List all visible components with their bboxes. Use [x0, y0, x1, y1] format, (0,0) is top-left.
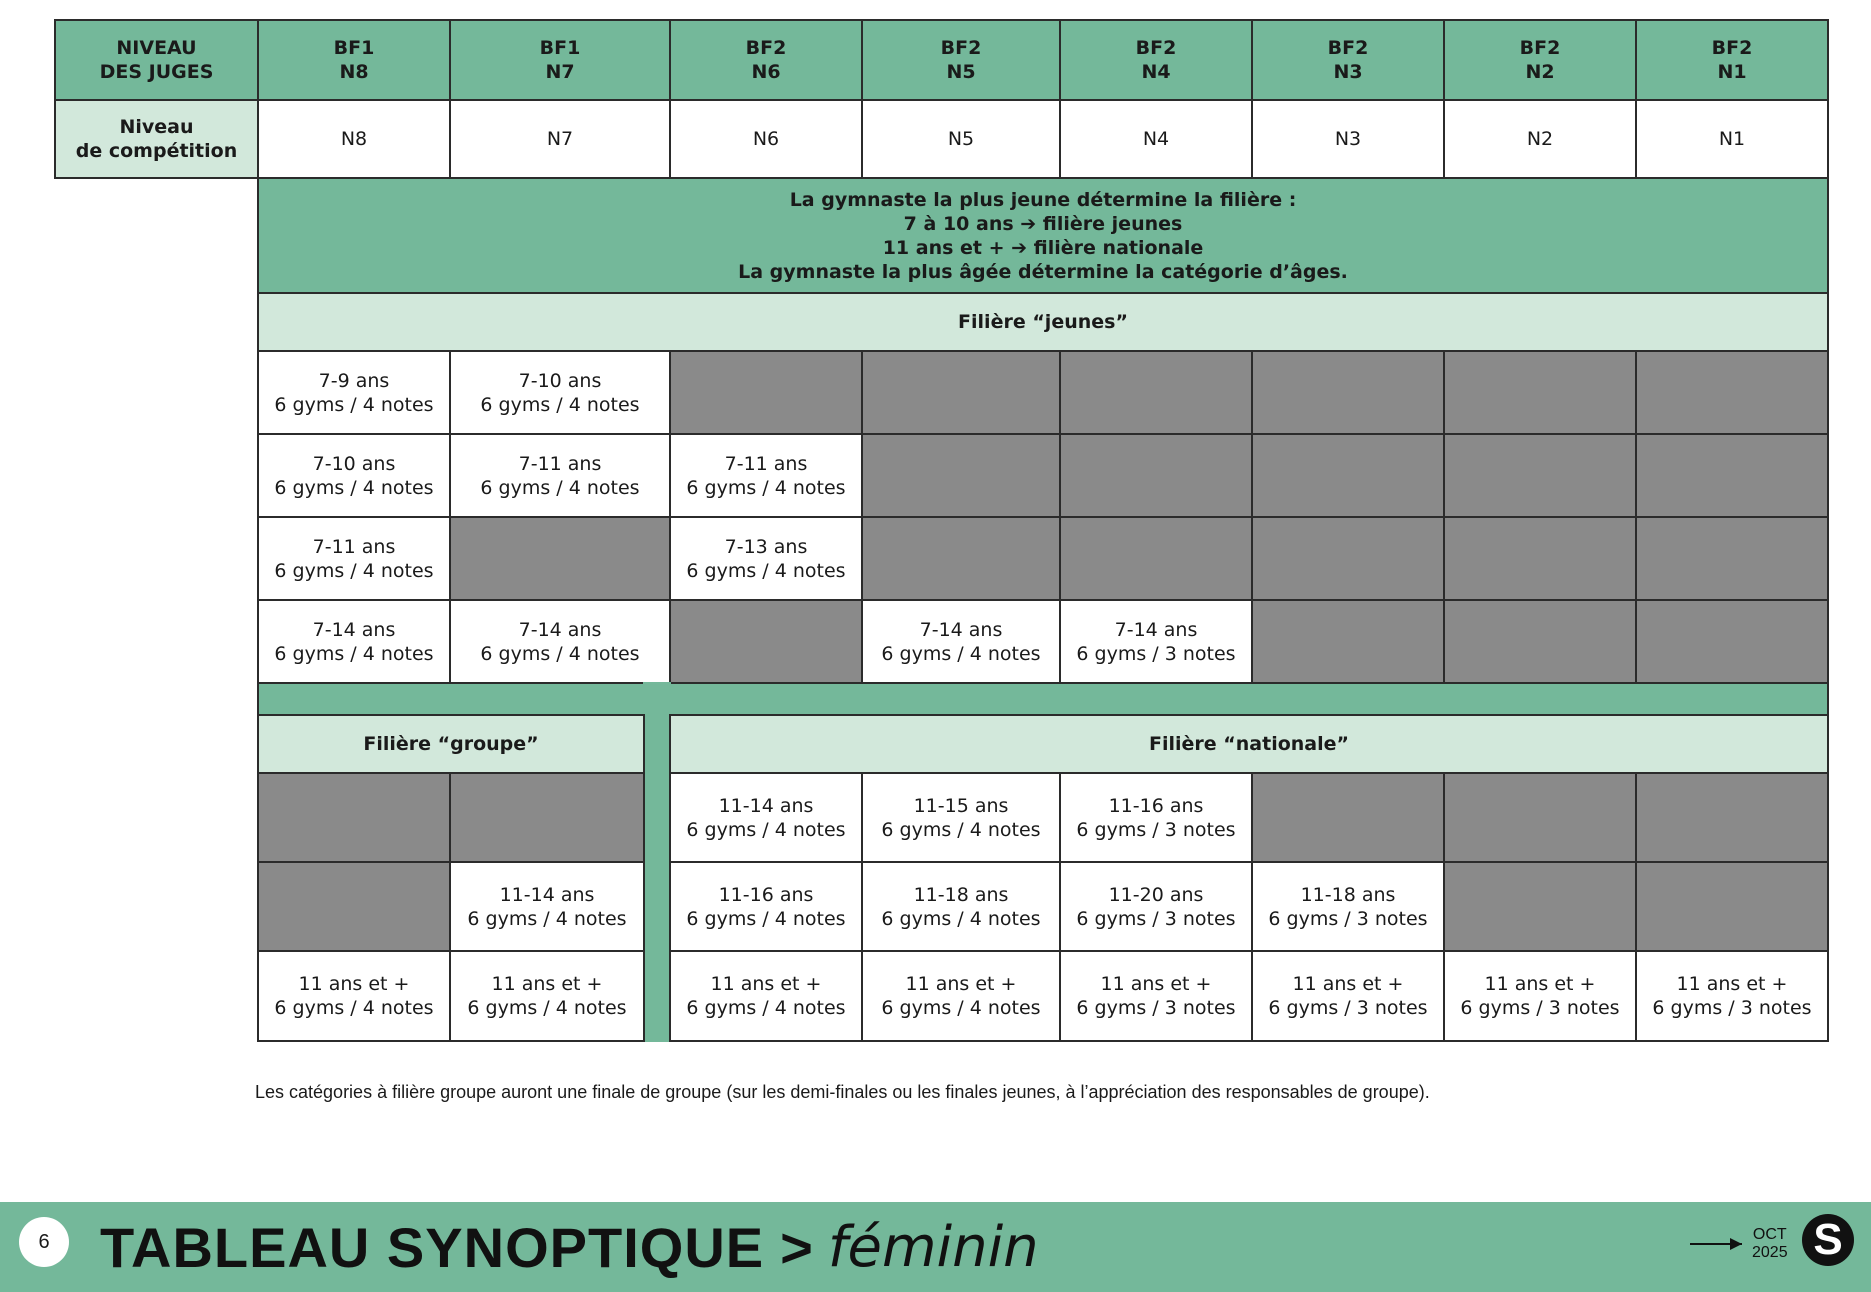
category-cell [669, 950, 863, 1042]
cell-line: 11-15 ans [913, 794, 1009, 817]
cell-line: 7-14 ans [1114, 618, 1198, 641]
cell-line: N3 [1334, 128, 1362, 150]
empty-cell [1251, 350, 1445, 435]
cell-line: 6 gyms / 4 notes [274, 559, 434, 582]
cell-line: N7 [546, 128, 574, 150]
cell-line: 6 gyms / 4 notes [480, 393, 640, 416]
cell-line: 6 gyms / 3 notes [1460, 997, 1620, 1019]
section-title: Filière “jeunes” [958, 311, 1128, 333]
cell-line: BF2 [1711, 37, 1753, 59]
cell-line: 6 gyms / 4 notes [686, 997, 846, 1019]
cell-line: 11-18 ans [1300, 883, 1396, 906]
cell-line: 11-14 ans [499, 883, 595, 906]
category-cell [257, 433, 451, 518]
cell-line: N2 [1525, 61, 1555, 83]
cell-line: 7-13 ans [724, 535, 808, 558]
cell-line: 11 ans et + [491, 973, 603, 995]
category-cell [257, 516, 451, 601]
competition-level [1251, 99, 1445, 179]
category-cell [449, 599, 671, 684]
edition-date [1752, 1226, 1788, 1262]
category-cell [1251, 861, 1445, 952]
cell-line: 7-14 ans [518, 618, 602, 641]
empty-cell [257, 772, 451, 863]
category-cell [257, 350, 451, 435]
cell-line: 6 gyms / 4 notes [480, 476, 640, 499]
cell-line: 11 ans et + ➔ filière nationale [882, 236, 1204, 259]
cell-line: 6 gyms / 4 notes [274, 642, 434, 665]
cell-line: N4 [1142, 128, 1170, 150]
cell-line: N5 [947, 128, 975, 150]
edition-year: 2025 [1752, 1244, 1788, 1261]
cell-line: 11 ans et + [298, 973, 410, 995]
category-cell [1251, 950, 1445, 1042]
category-cell [1059, 861, 1253, 952]
cell-line: N6 [751, 61, 781, 83]
cell-line: 7-9 ans [318, 369, 390, 392]
cell-line: 6 gyms / 4 notes [480, 642, 640, 665]
empty-cell [1059, 350, 1253, 435]
cell-line: 6 gyms / 3 notes [1268, 907, 1428, 930]
competition-level [1059, 99, 1253, 179]
cell-line: N2 [1526, 128, 1554, 150]
empty-cell [1443, 861, 1637, 952]
cell-line: 11-14 ans [718, 794, 814, 817]
section-title: Filière “nationale” [1149, 733, 1349, 755]
empty-cell [669, 350, 863, 435]
category-cell [257, 599, 451, 684]
competition-level-label [54, 99, 259, 179]
category-cell [1443, 950, 1637, 1042]
cell-line: N1 [1718, 128, 1746, 150]
cell-line: 6 gyms / 4 notes [467, 907, 627, 930]
cell-line: 6 gyms / 4 notes [881, 818, 1041, 841]
category-cell [449, 350, 671, 435]
empty-cell [1635, 350, 1829, 435]
cell-line: 6 gyms / 4 notes [686, 907, 846, 930]
empty-cell [1635, 861, 1829, 952]
empty-cell [669, 599, 863, 684]
competition-level [669, 99, 863, 179]
cell-line: N6 [752, 128, 780, 150]
brand-logo-icon: S [1802, 1214, 1854, 1266]
cell-line: 11 ans et + [1100, 973, 1212, 995]
cell-line: BF2 [1519, 37, 1561, 59]
cell-line: 6 gyms / 4 notes [881, 642, 1041, 665]
cell-line: 7-11 ans [312, 535, 396, 558]
empty-cell [1251, 433, 1445, 518]
cell-line: 6 gyms / 4 notes [274, 393, 434, 416]
empty-cell [861, 516, 1061, 601]
cell-line: BF2 [1327, 37, 1369, 59]
cell-line: 7-10 ans [312, 452, 396, 475]
cell-line: DES JUGES [99, 61, 214, 83]
empty-cell [1443, 772, 1637, 863]
cell-line: 11 ans et + [1292, 973, 1404, 995]
cell-line: 11-20 ans [1108, 883, 1204, 906]
cell-line: N8 [339, 61, 369, 83]
category-cell [449, 861, 645, 952]
empty-cell [861, 350, 1061, 435]
section-separator [257, 682, 1829, 716]
category-cell [449, 433, 671, 518]
cell-line: BF2 [1135, 37, 1177, 59]
cell-line: 6 gyms / 4 notes [274, 476, 434, 499]
category-cell [861, 772, 1061, 863]
empty-cell [1635, 599, 1829, 684]
cell-line: 6 gyms / 4 notes [881, 997, 1041, 1019]
category-cell [669, 433, 863, 518]
header-column [1443, 19, 1637, 101]
header-column [1635, 19, 1829, 101]
category-cell [861, 950, 1061, 1042]
section-title: Filière “groupe” [363, 733, 539, 755]
competition-level [449, 99, 671, 179]
cell-line: NIVEAU [116, 37, 197, 59]
cell-line: 7-10 ans [518, 369, 602, 392]
header-column [449, 19, 671, 101]
category-cell [669, 861, 863, 952]
cell-line: 7-14 ans [919, 618, 1003, 641]
section-gap [643, 682, 671, 1042]
empty-cell [1443, 433, 1637, 518]
cell-line: 7-14 ans [312, 618, 396, 641]
cell-line: 7 à 10 ans ➔ filière jeunes [903, 212, 1183, 235]
empty-cell [1251, 516, 1445, 601]
groupe-title [257, 714, 645, 774]
empty-cell [449, 772, 645, 863]
cell-line: Niveau [119, 116, 194, 138]
empty-cell [1251, 772, 1445, 863]
empty-cell [449, 516, 671, 601]
cell-line: N1 [1717, 61, 1747, 83]
cell-line: 6 gyms / 4 notes [686, 476, 846, 499]
empty-cell [1443, 350, 1637, 435]
competition-level [257, 99, 451, 179]
footnote: Les catégories à filière groupe auront une finale de groupe (sur les demi-finales ou les finales jeunes, à l’appréciation des responsables de groupe). [255, 1082, 1430, 1102]
cell-line: N5 [946, 61, 976, 83]
competition-level [1443, 99, 1637, 179]
cell-line: 11-16 ans [1108, 794, 1204, 817]
category-cell [669, 772, 863, 863]
header-column [861, 19, 1061, 101]
category-cell [1635, 950, 1829, 1042]
header-column [1251, 19, 1445, 101]
cell-line: N3 [1333, 61, 1363, 83]
cell-line: 6 gyms / 3 notes [1076, 818, 1236, 841]
cell-line: La gymnaste la plus âgée détermine la catégorie d’âges. [738, 260, 1348, 283]
cell-line: N8 [340, 128, 368, 150]
category-cell [449, 950, 645, 1042]
cell-line: 6 gyms / 4 notes [881, 907, 1041, 930]
empty-cell [861, 433, 1061, 518]
cell-line: 6 gyms / 4 notes [686, 559, 846, 582]
arrow-head-icon [1730, 1238, 1742, 1250]
cell-line: N4 [1141, 61, 1171, 83]
cell-line: BF2 [745, 37, 787, 59]
cell-line: 11 ans et + [1676, 973, 1788, 995]
footer-title-separator: > [780, 1215, 814, 1279]
cell-line: 6 gyms / 3 notes [1268, 997, 1428, 1019]
category-cell [861, 599, 1061, 684]
empty-cell [257, 861, 451, 952]
cell-line: 7-11 ans [724, 452, 808, 475]
cell-line: 11 ans et + [710, 973, 822, 995]
empty-cell [1059, 516, 1253, 601]
cell-line: 11 ans et + [1484, 973, 1596, 995]
cell-line: 6 gyms / 3 notes [1076, 642, 1236, 665]
empty-cell [1635, 772, 1829, 863]
empty-cell [1251, 599, 1445, 684]
footer-title-main: TABLEAU SYNOPTIQUE [100, 1215, 765, 1279]
cell-line: 6 gyms / 4 notes [274, 997, 434, 1019]
cell-line: 11-16 ans [718, 883, 814, 906]
empty-cell [1635, 433, 1829, 518]
jeunes-title [257, 292, 1829, 352]
cell-line: de compétition [75, 140, 238, 162]
empty-cell [1059, 433, 1253, 518]
cell-line: 11-18 ans [913, 883, 1009, 906]
cell-line: 6 gyms / 3 notes [1076, 907, 1236, 930]
empty-cell [1443, 599, 1637, 684]
category-cell [669, 516, 863, 601]
category-cell [257, 950, 451, 1042]
cell-line: 6 gyms / 3 notes [1652, 997, 1812, 1019]
category-cell [1059, 950, 1253, 1042]
cell-line: 6 gyms / 3 notes [1076, 997, 1236, 1019]
cell-line: BF2 [940, 37, 982, 59]
header-niveau-juges [54, 19, 259, 101]
page-number: 6 [19, 1217, 69, 1267]
header-column [257, 19, 451, 101]
cell-line: BF1 [539, 37, 581, 59]
empty-cell [1635, 516, 1829, 601]
cell-line: 11 ans et + [905, 973, 1017, 995]
category-cell [1059, 599, 1253, 684]
cell-line: N7 [545, 61, 575, 83]
category-cell [1059, 772, 1253, 863]
footer-subtitle: féminin [827, 1214, 1039, 1280]
cell-line: La gymnaste la plus jeune détermine la filière : [789, 188, 1297, 211]
cell-line: 7-11 ans [518, 452, 602, 475]
footer-title [100, 1212, 1039, 1282]
age-rules-banner [257, 177, 1829, 294]
cell-line: 6 gyms / 4 notes [686, 818, 846, 841]
empty-cell [1443, 516, 1637, 601]
header-column [1059, 19, 1253, 101]
header-column [669, 19, 863, 101]
cell-line: 6 gyms / 4 notes [467, 997, 627, 1019]
competition-level [861, 99, 1061, 179]
competition-level [1635, 99, 1829, 179]
nationale-title [669, 714, 1829, 774]
category-cell [861, 861, 1061, 952]
edition-month: OCT [1752, 1226, 1787, 1243]
cell-line: BF1 [333, 37, 375, 59]
